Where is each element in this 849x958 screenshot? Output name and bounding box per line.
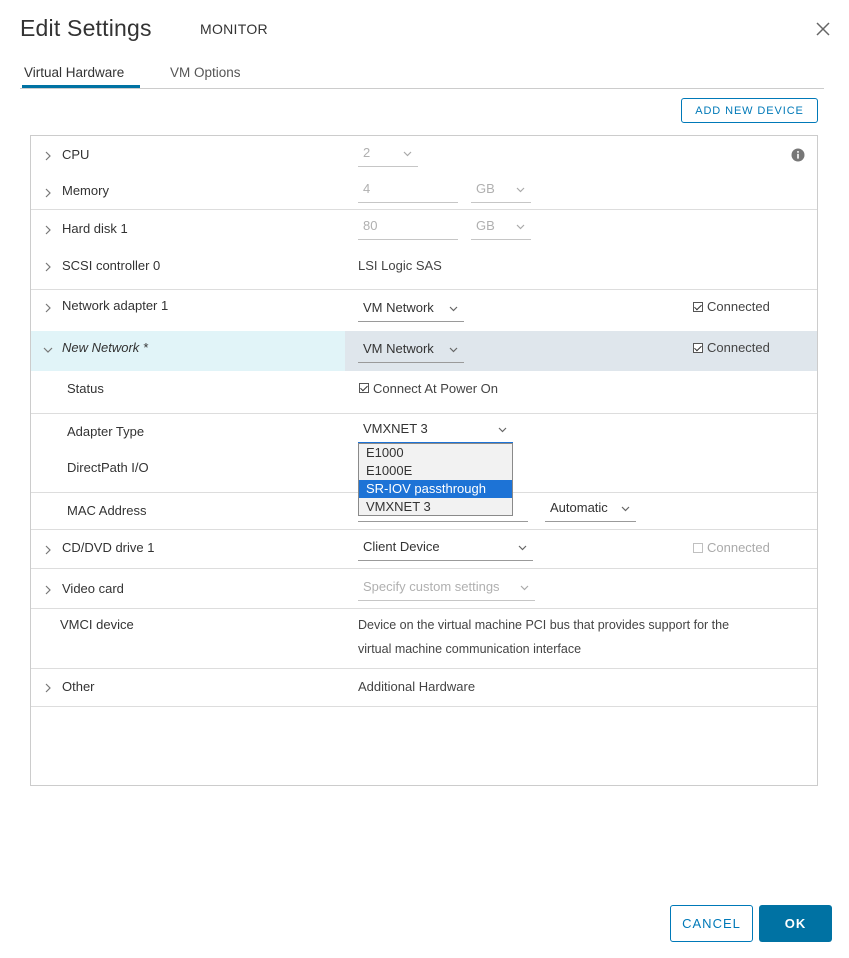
- divider: [31, 668, 817, 669]
- chevron-right-icon[interactable]: [43, 262, 53, 272]
- cpu-select[interactable]: [358, 145, 418, 167]
- other-label: Other: [62, 679, 95, 694]
- adapter-option-e1000e[interactable]: E1000E: [366, 463, 413, 478]
- status-label: Status: [67, 381, 104, 396]
- chevron-down-icon: [516, 187, 525, 193]
- memory-value: 4: [363, 181, 371, 196]
- new-network-connected-label: Connected: [707, 340, 770, 355]
- cancel-button[interactable]: CANCEL: [670, 905, 753, 942]
- hard-disk-input[interactable]: [358, 218, 458, 240]
- memory-unit-select[interactable]: [471, 181, 531, 203]
- chevron-down-icon: [516, 224, 525, 230]
- hard-disk-unit-select[interactable]: [471, 218, 531, 240]
- divider: [31, 608, 817, 609]
- memory-label: Memory: [62, 183, 109, 198]
- vm-name: MONITOR: [200, 21, 268, 37]
- video-card-value: Specify custom settings: [363, 579, 500, 594]
- chevron-right-icon[interactable]: [43, 151, 53, 161]
- cd-dvd-connected-label: Connected: [707, 540, 770, 555]
- tab-bar: [20, 62, 824, 89]
- ok-button[interactable]: OK: [759, 905, 832, 942]
- network-adapter-1-select[interactable]: [358, 300, 464, 322]
- hardware-panel: [30, 135, 818, 786]
- connect-at-power-on-checkbox[interactable]: [359, 383, 369, 393]
- adapter-type-dropdown: [358, 443, 513, 516]
- chevron-down-icon: [520, 585, 529, 591]
- dialog-title: Edit Settings: [20, 15, 152, 41]
- chevron-down-icon: [449, 347, 458, 353]
- chevron-down-icon: [518, 545, 527, 551]
- adapter-type-label: Adapter Type: [67, 424, 145, 439]
- mac-address-label: MAC Address: [67, 503, 147, 518]
- cd-dvd-value: Client Device: [363, 539, 440, 554]
- network-adapter-1-value: VM Network: [363, 300, 434, 315]
- memory-unit: GB: [476, 181, 495, 196]
- active-tab-indicator: [22, 85, 140, 88]
- chevron-down-icon: [621, 506, 630, 512]
- network-adapter-1-label: Network adapter 1: [62, 298, 169, 313]
- hard-disk-unit: GB: [476, 218, 495, 233]
- tab-virtual-hardware[interactable]: Virtual Hardware: [24, 65, 125, 80]
- adapter-option-e1000[interactable]: E1000: [366, 445, 404, 460]
- memory-input[interactable]: [358, 181, 458, 203]
- cd-dvd-connected-checkbox[interactable]: [693, 543, 703, 553]
- other-value: Additional Hardware: [358, 679, 476, 694]
- chevron-right-icon[interactable]: [43, 683, 53, 693]
- cd-dvd-label: CD/DVD drive 1: [62, 540, 155, 555]
- scsi-label: SCSI controller 0: [62, 258, 161, 273]
- connect-at-power-on-label: Connect At Power On: [373, 381, 499, 396]
- tab-vm-options[interactable]: VM Options: [170, 65, 241, 80]
- adapter-type-select[interactable]: [358, 421, 513, 443]
- divider: [31, 568, 817, 569]
- chevron-right-icon[interactable]: [43, 545, 53, 555]
- chevron-right-icon[interactable]: [43, 188, 53, 198]
- chevron-down-icon: [498, 427, 507, 433]
- chevron-down-icon: [403, 151, 412, 157]
- mac-mode-select[interactable]: [545, 500, 636, 522]
- adapter-type-value: VMXNET 3: [363, 421, 428, 436]
- divider: [31, 289, 817, 290]
- directpath-label: DirectPath I/O: [67, 460, 149, 475]
- adapter-option-sr-iov-passthrough[interactable]: SR-IOV passthrough: [359, 480, 512, 498]
- add-new-device-button[interactable]: ADD NEW DEVICE: [681, 98, 818, 123]
- chevron-right-icon[interactable]: [43, 225, 53, 235]
- divider: [31, 209, 817, 210]
- new-network-select[interactable]: [358, 341, 464, 363]
- scsi-value: LSI Logic SAS: [358, 258, 442, 273]
- cpu-value: 2: [363, 145, 371, 160]
- network-adapter-1-connected-label: Connected: [707, 299, 770, 314]
- hard-disk-value: 80: [363, 218, 378, 233]
- vmci-description-line1: Device on the virtual machine PCI bus that provides support for the: [358, 618, 730, 632]
- mac-mode-value: Automatic: [550, 500, 608, 515]
- cd-dvd-select[interactable]: [358, 539, 533, 561]
- chevron-down-icon[interactable]: [43, 345, 53, 355]
- network-adapter-1-connected-checkbox[interactable]: [693, 302, 703, 312]
- video-card-select[interactable]: [358, 579, 535, 601]
- new-network-value: VM Network: [363, 341, 434, 356]
- info-icon[interactable]: [791, 148, 805, 162]
- adapter-option-vmxnet3[interactable]: VMXNET 3: [366, 499, 431, 514]
- vmci-label: VMCI device: [60, 617, 134, 632]
- hard-disk-label: Hard disk 1: [62, 221, 128, 236]
- chevron-right-icon[interactable]: [43, 585, 53, 595]
- cpu-label: CPU: [62, 147, 90, 162]
- new-network-connected-checkbox[interactable]: [693, 343, 703, 353]
- vmci-description-line2: virtual machine communication interface: [358, 642, 582, 656]
- close-icon[interactable]: [812, 18, 834, 40]
- chevron-right-icon[interactable]: [43, 303, 53, 313]
- chevron-down-icon: [449, 306, 458, 312]
- new-network-label: New Network *: [62, 340, 148, 355]
- video-card-label: Video card: [62, 581, 124, 596]
- divider: [31, 706, 817, 707]
- divider: [31, 529, 817, 530]
- divider: [31, 413, 817, 414]
